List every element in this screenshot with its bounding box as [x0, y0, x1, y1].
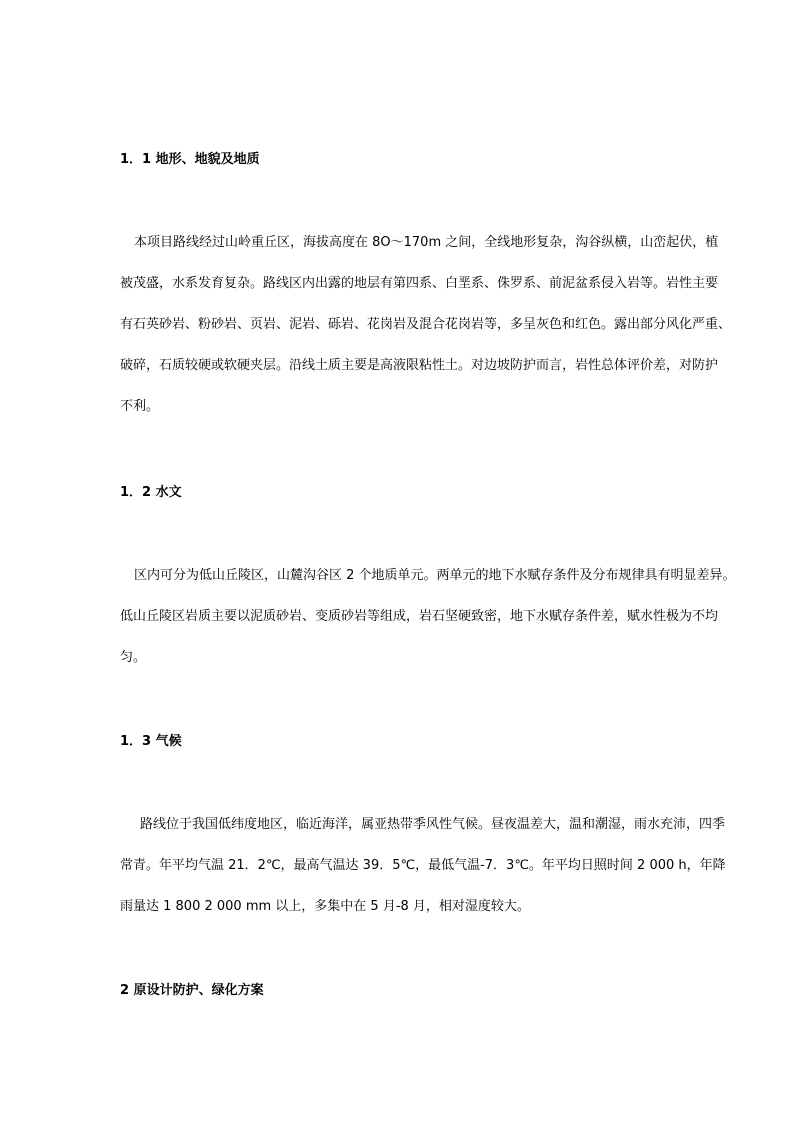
paragraph-line: 低山丘陵区岩质主要以泥质砂岩、变质砂岩等组成，岩石坚硬致密，地下水赋存条件差，赋水性极为不均: [120, 609, 719, 624]
paragraph-terrain: [120, 222, 732, 427]
paragraph-line: 雨量达 1 800 2 000 mm 以上，多集中在 5 月-8 月，相对湿度较大。: [120, 899, 530, 914]
paragraph-line: 路线位于我国低纬度地区，临近海洋，属亚热带季风性气候。昼夜温差大，温和潮湿，雨水充沛，四季: [140, 817, 726, 832]
paragraph-line: 本项目路线经过山岭重丘区，海拔高度在 8O～170m 之间，全线地形复杂，沟谷纵横，山峦起伏，植: [134, 235, 719, 250]
paragraph-line: 被茂盛，水系发育复杂。路线区内出露的地层有第四系、白垩系、侏罗系、前泥盆系侵入岩等。岩性主要: [120, 276, 719, 291]
section-heading-terrain: 1．1 地形、地貌及地质: [120, 152, 260, 167]
paragraph-line: 有石英砂岩、粉砂岩、页岩、泥岩、砾岩、花岗岩及混合花岗岩等，多呈灰色和红色。露出部分风化严重、: [120, 317, 732, 332]
paragraph-line: 区内可分为低山丘陵区，山麓沟谷区 2 个地质单元。两单元的地下水赋存条件及分布规律具有明显差异。: [134, 568, 736, 583]
paragraph-line: 匀。: [120, 650, 147, 665]
paragraph-climate: [120, 804, 726, 927]
section-heading-climate: 1．3 气候: [120, 734, 182, 749]
section-heading-hydrology: 1．2 水文: [120, 485, 182, 500]
paragraph-line: 不利。: [120, 399, 160, 414]
paragraph-line: 常青。年平均气温 21．2℃，最高气温达 39．5℃，最低气温-7．3℃。年平均日照时间 2 000 h，年降: [120, 858, 726, 873]
paragraph-line: 破碎，石质较硬或软硬夹层。沿线土质主要是高液限粘性土。对边坡防护而言，岩性总体评价差，对防护: [120, 358, 719, 373]
paragraph-hydrology: [120, 555, 736, 678]
section-heading-original-design: 2 原设计防护、绿化方案: [120, 983, 264, 998]
